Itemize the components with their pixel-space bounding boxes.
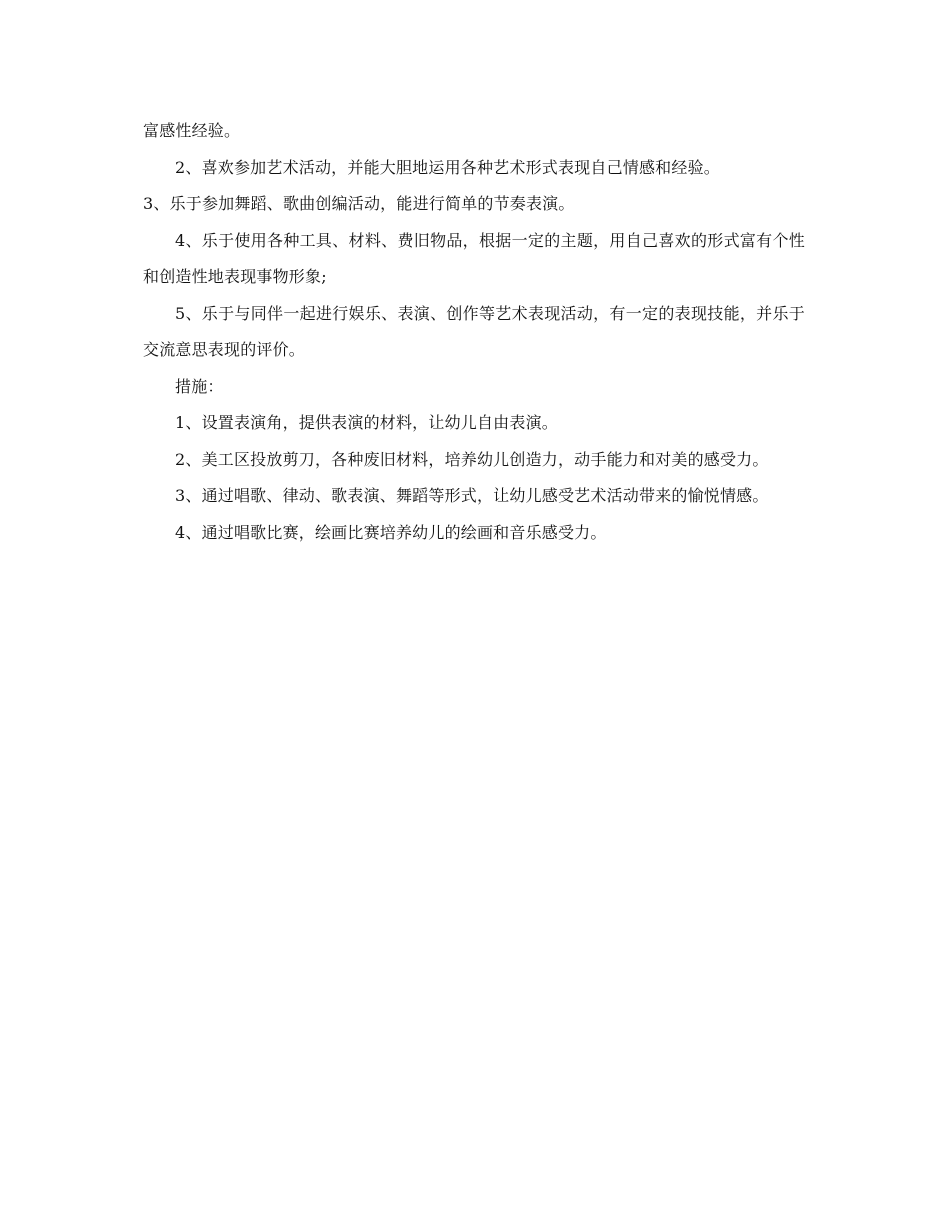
measure-item-4: 4、通过唱歌比赛，绘画比赛培养幼儿的绘画和音乐感受力。 <box>175 522 607 542</box>
paragraph-continuation: 富感性经验。 <box>143 121 241 140</box>
goal-item-4: 4、乐于使用各种工具、材料、费旧物品，根据一定的主题，用自己喜欢的形式富有个性和创造性地表现事物形象; <box>143 230 805 286</box>
measure-item-3: 3、通过唱歌、律动、歌表演、舞蹈等形式，让幼儿感受艺术活动带来的愉悦情感。 <box>175 486 769 505</box>
measure-item-2: 2、美工区投放剪刀，各种废旧材料，培养幼儿创造力，动手能力和对美的感受力。 <box>175 449 769 469</box>
measure-item-1: 1、设置表演角，提供表演的材料，让幼儿自由表演。 <box>175 413 558 432</box>
goal-item-3: 3、乐于参加舞蹈、歌曲创编活动，能进行简单的节奏表演。 <box>143 194 575 213</box>
goal-item-2: 2、喜欢参加艺术活动，并能大胆地运用各种艺术形式表现自己情感和经验。 <box>175 157 720 177</box>
measures-heading: 措施： <box>175 376 224 396</box>
goal-item-5: 5、乐于与同伴一起进行娱乐、表演、创作等艺术表现活动，有一定的表现技能，并乐于交流意思表现的评价。 <box>143 303 805 359</box>
document-body <box>143 113 805 551</box>
